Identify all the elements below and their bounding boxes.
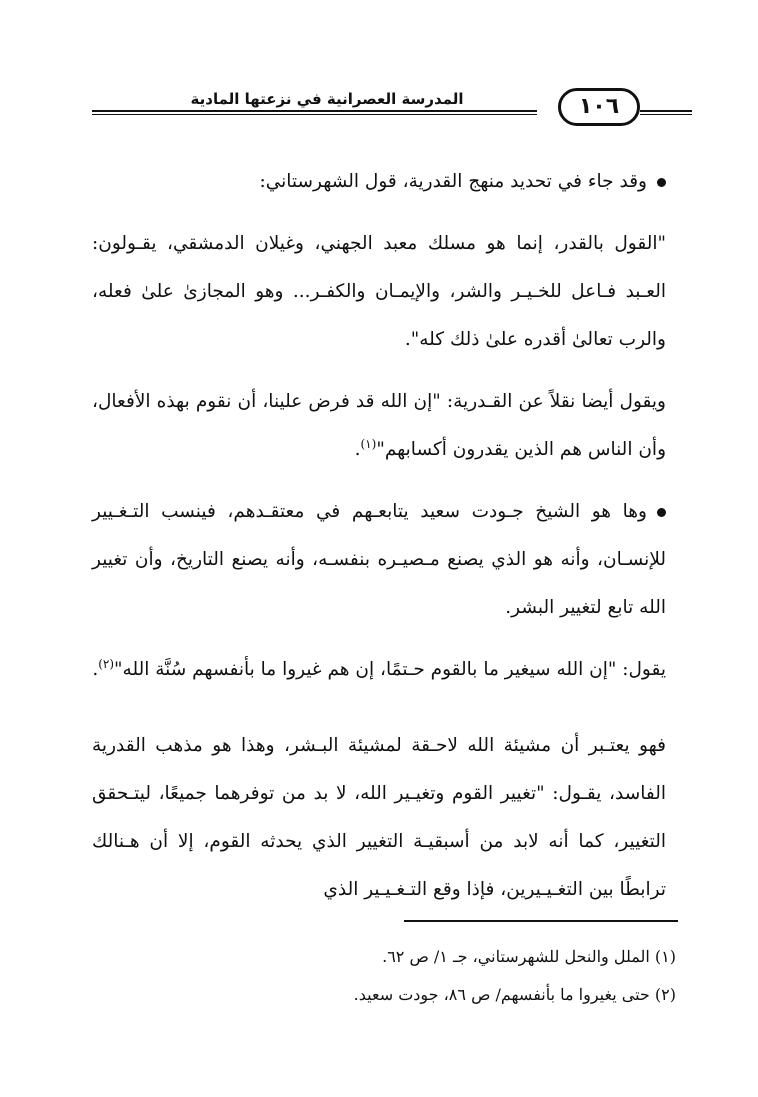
paragraph: فهو يعتـبر أن مشيئة الله لاحـقة لمشيئة البـشر، وهذا هو مذهب القدرية الفاسد، يقـول: "تغيير القوم وتغيـير الله، لا بد من توفرهما جميعًا، ليتـحقق التغيير، كما أنه لابد من أسبقيـة التغيير الذي يحدثه القوم، إلا أن هـنالك ترابطًا بين التغـيـيرين، فإذا وقع التـغـيـير الذي: [92, 735, 666, 900]
header-rule: [92, 110, 537, 112]
paragraph-end: .: [354, 439, 361, 460]
footnote-separator: [404, 920, 678, 922]
header-rule: [640, 114, 692, 115]
page-number: ١٠٦: [558, 88, 640, 126]
paragraph-text: يقول: "إن الله سيغير ما بالقوم حـتمًا، إن هم غيروا ما بأنفسهم سُنَّة الله": [114, 659, 666, 680]
footnote: (٢) حتى يغيروا ما بأنفسهم/ ص ٨٦، جودت سعيد.: [353, 985, 676, 1004]
footnotes: [92, 938, 676, 1014]
paragraph-text: ويقول أيضا نقلاً عن القـدرية: "إن الله قد فرض علينا، أن نقوم بهذه الأفعال، وأن الناس هم الذين يقدرون أكسابهم": [92, 391, 666, 460]
bullet-icon: [657, 178, 666, 187]
paragraph: [92, 646, 666, 694]
page-header: [92, 82, 692, 126]
quotation-paragraph: "القول بالقدر، إنما هو مسلك معبد الجهني، وغيلان الدمشقي، يقـولون: العـبد فـاعل للخـيـر والشر، والإيمـان والكفـر... وهو المجازىٰ علىٰ فعله، والرب تعالىٰ أقدره علىٰ ذلك كله".: [92, 233, 666, 350]
bullet-icon: [657, 508, 666, 517]
footnote: (١) الملل والنحل للشهرستاني، جـ ١/ ص ٦٢.: [382, 947, 676, 966]
body-text: [92, 158, 666, 914]
footnote-reference: (٢): [98, 656, 115, 671]
paragraph-end: .: [92, 659, 99, 680]
running-title: المدرسة العصرانية في نزعتها المادية: [156, 88, 498, 110]
header-rule: [640, 110, 692, 112]
header-rule: [92, 114, 537, 115]
footnote-reference: (١): [360, 436, 377, 451]
paragraph: [92, 378, 666, 474]
paragraph: [92, 488, 666, 632]
paragraph-text: وقد جاء في تحديد منهج القدرية، قول الشهرستاني:: [259, 171, 647, 192]
paragraph: [92, 158, 666, 206]
paragraph-text: وها هو الشيخ جـودت سعيد يتابعـهم في معتقـدهم، فينسب التـغـيير للإنسـان، وأنه هو الذي يصنع مـصيـره بنفسـه، وأنه يصنع التاريخ، وأن تغيير الله تابع لتغيير البشر.: [92, 501, 666, 618]
